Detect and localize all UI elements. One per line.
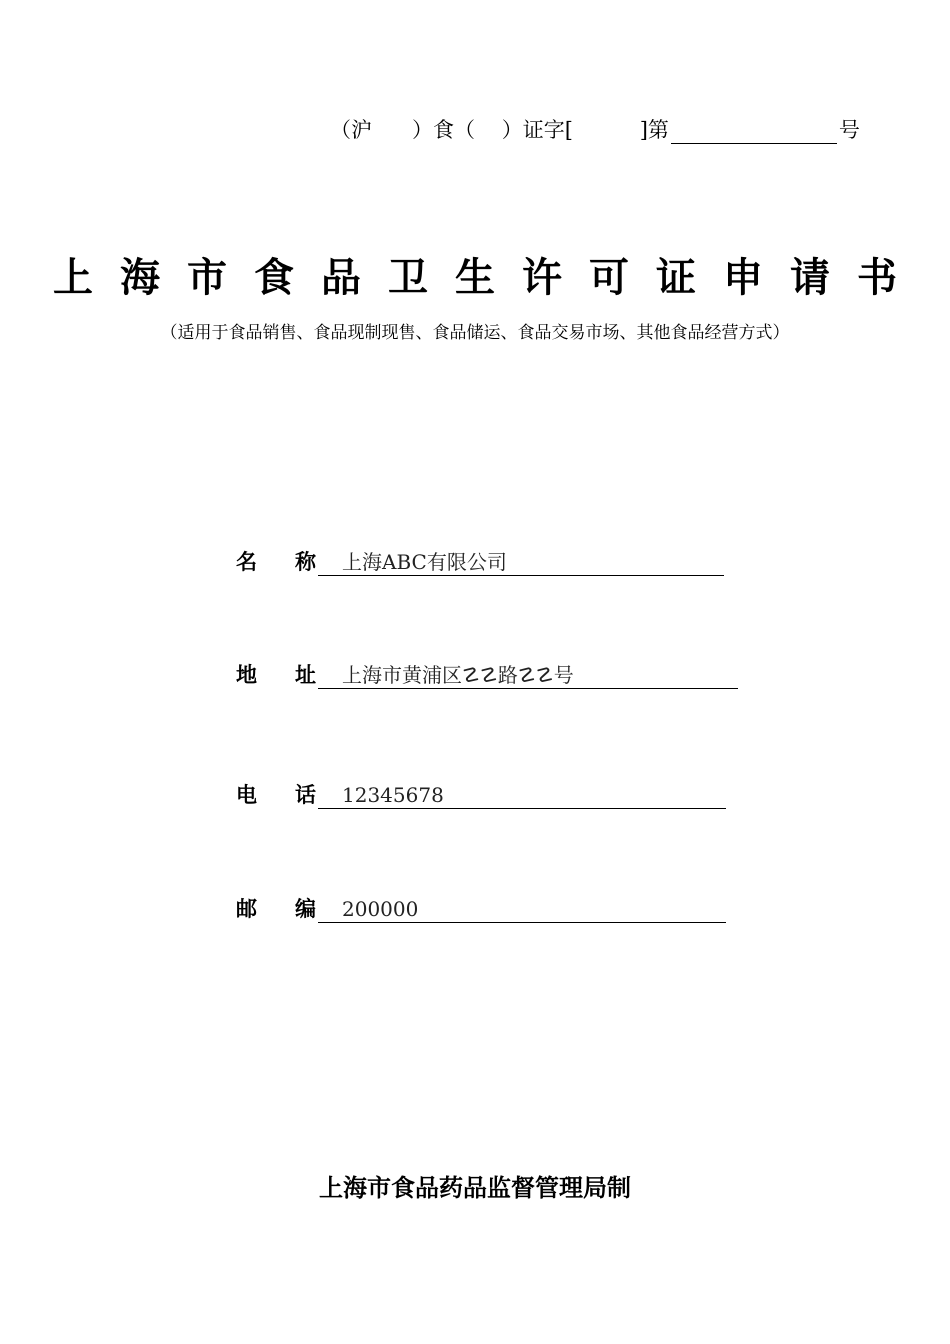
issuer-footer: 上海市食品药品监督管理局制 (319, 1174, 631, 1202)
phone-field (236, 779, 726, 809)
license-suffix: 号 (838, 118, 860, 142)
license-number-line (330, 110, 890, 144)
name-value[interactable]: 上海ABC有限公司 (318, 548, 724, 576)
document-title: 上海市食品卫生许可证申请书 (53, 255, 924, 301)
address-label: 地 址 (236, 663, 316, 687)
phone-label: 电 话 (236, 783, 316, 807)
address-value[interactable]: 上海市黄浦区☡☡路☡☡号 (318, 661, 738, 689)
address-field (236, 659, 738, 689)
postcode-field (236, 893, 726, 923)
phone-value[interactable]: 12345678 (318, 781, 726, 809)
license-number-blank[interactable] (671, 119, 837, 144)
document-subtitle: （适用于食品销售、食品现制现售、食品储运、食品交易市场、其他食品经营方式） (160, 323, 790, 343)
postcode-label: 邮 编 (236, 897, 316, 921)
name-label: 名 称 (236, 550, 316, 574)
postcode-value[interactable]: 200000 (318, 895, 726, 923)
name-field (236, 546, 724, 576)
license-prefix: （沪 ）食（ ）证字[ ]第 (330, 118, 669, 142)
